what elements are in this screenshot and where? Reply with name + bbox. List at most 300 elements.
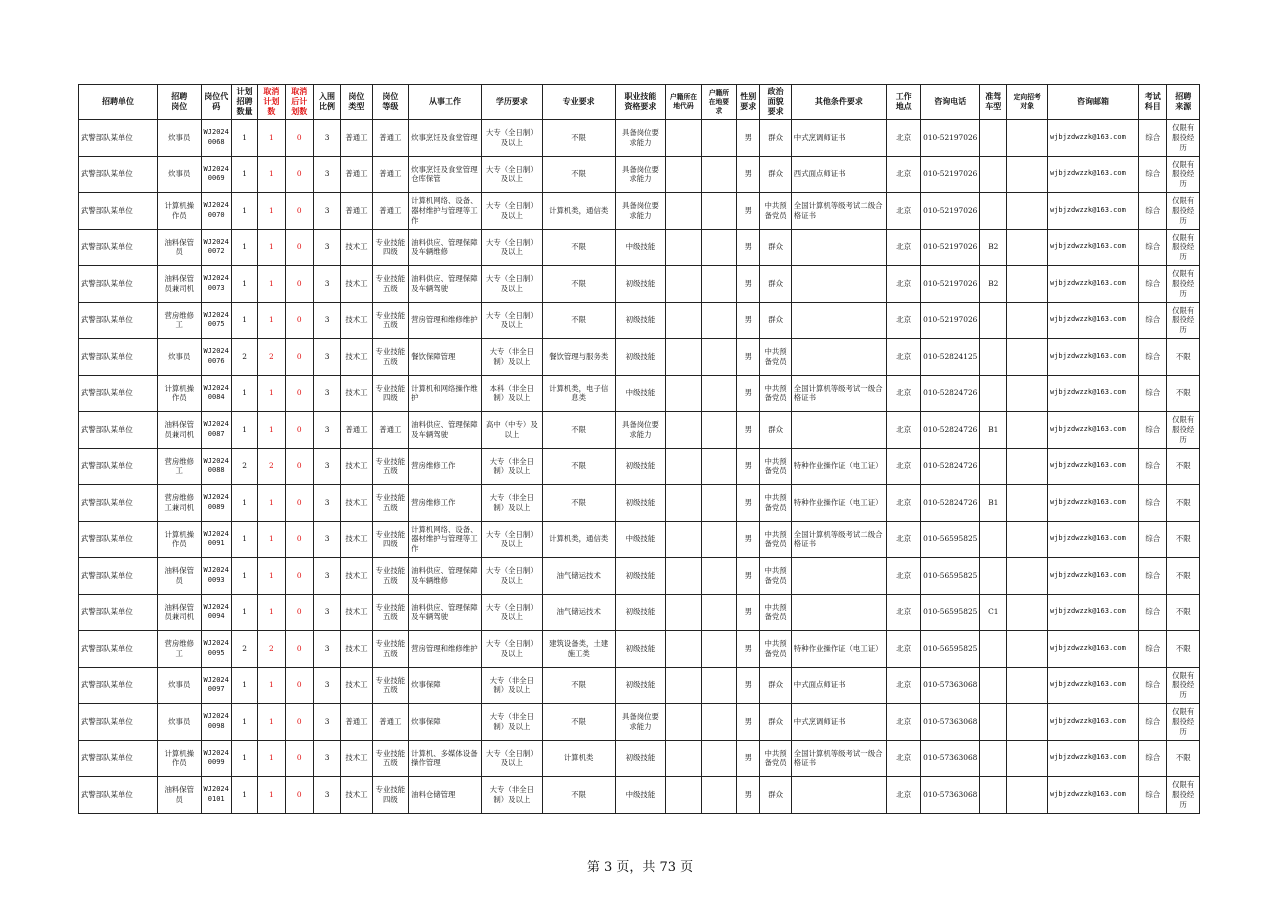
cell-education: 大专（非全日 制）及以上 bbox=[481, 667, 542, 704]
cell-household-requirement bbox=[701, 156, 736, 193]
cell-household-requirement bbox=[701, 412, 736, 449]
cell-phone: 010-52824726 bbox=[921, 448, 980, 485]
cell-skill-qualification: 初级技能 bbox=[615, 339, 666, 376]
cell-position-code: WJ2024 0073 bbox=[201, 266, 231, 303]
recruitment-table bbox=[78, 84, 1200, 814]
cell-education: 大专（全日制） 及以上 bbox=[481, 229, 542, 266]
cell-remaining-count: 0 bbox=[285, 521, 313, 558]
cell-political-status: 群众 bbox=[760, 302, 791, 339]
cell-position-code: WJ2024 0089 bbox=[201, 485, 231, 522]
cell-targeted-group bbox=[1007, 521, 1048, 558]
cell-email: wjbjzdwzzk@163.com bbox=[1047, 412, 1138, 449]
cell-remaining-count: 0 bbox=[285, 302, 313, 339]
cell-position-code: WJ2024 0099 bbox=[201, 740, 231, 777]
cell-political-status: 中共预 备党员 bbox=[760, 193, 791, 230]
cell-skill-qualification: 具备岗位要 求能力 bbox=[615, 156, 666, 193]
cell-remaining-count: 0 bbox=[285, 704, 313, 741]
cell-position: 营房维修 工 bbox=[157, 302, 201, 339]
cell-recruit-source: 仅限有 服役经 历 bbox=[1167, 229, 1200, 266]
header-work-content: 从事工作 bbox=[409, 85, 482, 120]
cell-household-code bbox=[666, 229, 701, 266]
table-row bbox=[79, 229, 1200, 266]
cell-exam-subject: 综合 bbox=[1139, 704, 1167, 741]
cell-work-location: 北京 bbox=[886, 339, 920, 376]
cell-work-content: 计算机网络、设备、器材维护与管理等工作 bbox=[409, 193, 482, 230]
cell-email: wjbjzdwzzk@163.com bbox=[1047, 740, 1138, 777]
cell-unit: 武警部队某单位 bbox=[79, 704, 158, 741]
cell-position-type: 技术工 bbox=[341, 229, 372, 266]
cell-cancelled-count: 2 bbox=[258, 448, 285, 485]
cell-position-code: WJ2024 0075 bbox=[201, 302, 231, 339]
cell-shortlist-ratio: 3 bbox=[313, 704, 340, 741]
cell-targeted-group bbox=[1007, 375, 1048, 412]
cell-remaining-count: 0 bbox=[285, 412, 313, 449]
cell-email: wjbjzdwzzk@163.com bbox=[1047, 485, 1138, 522]
table-row bbox=[79, 339, 1200, 376]
cell-skill-qualification: 初级技能 bbox=[615, 302, 666, 339]
cell-email: wjbjzdwzzk@163.com bbox=[1047, 558, 1138, 595]
cell-planned-count: 1 bbox=[231, 740, 257, 777]
cell-phone: 010-56595825 bbox=[921, 558, 980, 595]
table-row bbox=[79, 740, 1200, 777]
cell-work-content: 营房维修工作 bbox=[409, 448, 482, 485]
cell-household-requirement bbox=[701, 740, 736, 777]
cell-position: 营房维修 工 bbox=[157, 448, 201, 485]
cell-remaining-count: 0 bbox=[285, 375, 313, 412]
cell-exam-subject: 综合 bbox=[1139, 193, 1167, 230]
cell-other-conditions bbox=[791, 594, 886, 631]
cell-planned-count: 1 bbox=[231, 667, 257, 704]
cell-position-type: 技术工 bbox=[341, 740, 372, 777]
cell-household-requirement bbox=[701, 375, 736, 412]
cell-phone: 010-52197026 bbox=[921, 120, 980, 157]
cell-targeted-group bbox=[1007, 120, 1048, 157]
cell-planned-count: 1 bbox=[231, 558, 257, 595]
cell-remaining-count: 0 bbox=[285, 266, 313, 303]
cell-education: 大专（非全日 制）及以上 bbox=[481, 448, 542, 485]
cell-shortlist-ratio: 3 bbox=[313, 120, 340, 157]
cell-position-type: 技术工 bbox=[341, 266, 372, 303]
cell-skill-qualification: 具备岗位要 求能力 bbox=[615, 704, 666, 741]
cell-gender: 男 bbox=[737, 412, 760, 449]
cell-household-code bbox=[666, 302, 701, 339]
cell-household-code bbox=[666, 156, 701, 193]
cell-position-code: WJ2024 0094 bbox=[201, 594, 231, 631]
cell-position-code: WJ2024 0097 bbox=[201, 667, 231, 704]
cell-recruit-source: 不限 bbox=[1167, 558, 1200, 595]
cell-recruit-source: 仅限有 服役经 历 bbox=[1167, 704, 1200, 741]
cell-targeted-group bbox=[1007, 777, 1048, 814]
cell-position-type: 技术工 bbox=[341, 667, 372, 704]
cell-position: 计算机操 作员 bbox=[157, 375, 201, 412]
cell-position-type: 技术工 bbox=[341, 631, 372, 668]
cell-shortlist-ratio: 3 bbox=[313, 777, 340, 814]
cell-position-level: 专业技能 四级 bbox=[372, 229, 408, 266]
cell-targeted-group bbox=[1007, 302, 1048, 339]
cell-phone: 010-56595825 bbox=[921, 631, 980, 668]
cell-skill-qualification: 初级技能 bbox=[615, 558, 666, 595]
cell-work-location: 北京 bbox=[886, 448, 920, 485]
cell-work-location: 北京 bbox=[886, 302, 920, 339]
cell-work-content: 炊事烹饪及食堂管理 bbox=[409, 120, 482, 157]
header-position-type: 岗位 类型 bbox=[341, 85, 372, 120]
header-remaining-count: 取消 后计 划数 bbox=[285, 85, 313, 120]
cell-gender: 男 bbox=[737, 521, 760, 558]
cell-household-requirement bbox=[701, 667, 736, 704]
cell-shortlist-ratio: 3 bbox=[313, 521, 340, 558]
cell-skill-qualification: 初级技能 bbox=[615, 667, 666, 704]
cell-cancelled-count: 1 bbox=[258, 120, 285, 157]
cell-work-content: 营房管理和维修维护 bbox=[409, 631, 482, 668]
cell-major: 不限 bbox=[542, 448, 615, 485]
cell-education: 大专（非全日 制）及以上 bbox=[481, 704, 542, 741]
cell-cancelled-count: 1 bbox=[258, 740, 285, 777]
cell-cancelled-count: 1 bbox=[258, 667, 285, 704]
cell-work-content: 营房管理和维修维护 bbox=[409, 302, 482, 339]
cell-skill-qualification: 中级技能 bbox=[615, 229, 666, 266]
cell-targeted-group bbox=[1007, 229, 1048, 266]
cell-political-status: 中共预 备党员 bbox=[760, 485, 791, 522]
cell-planned-count: 1 bbox=[231, 594, 257, 631]
cell-work-content: 油料供应、管理保障及车辆驾驶 bbox=[409, 594, 482, 631]
cell-email: wjbjzdwzzk@163.com bbox=[1047, 229, 1138, 266]
cell-planned-count: 1 bbox=[231, 521, 257, 558]
cell-remaining-count: 0 bbox=[285, 558, 313, 595]
header-skill-qualification: 职业技能 资格要求 bbox=[615, 85, 666, 120]
cell-other-conditions bbox=[791, 266, 886, 303]
cell-remaining-count: 0 bbox=[285, 485, 313, 522]
cell-targeted-group bbox=[1007, 631, 1048, 668]
cell-work-content: 油料供应、管理保障及车辆维修 bbox=[409, 558, 482, 595]
cell-work-content: 油料供应、管理保障及车辆驾驶 bbox=[409, 266, 482, 303]
cell-email: wjbjzdwzzk@163.com bbox=[1047, 594, 1138, 631]
cell-phone: 010-56595825 bbox=[921, 594, 980, 631]
cell-other-conditions: 特种作业操作证（电工证） bbox=[791, 631, 886, 668]
cell-work-content: 炊事保障 bbox=[409, 667, 482, 704]
cell-phone: 010-52197026 bbox=[921, 156, 980, 193]
header-planned-count: 计划 招聘 数量 bbox=[231, 85, 257, 120]
cell-email: wjbjzdwzzk@163.com bbox=[1047, 667, 1138, 704]
table-row bbox=[79, 302, 1200, 339]
cell-remaining-count: 0 bbox=[285, 740, 313, 777]
cell-exam-subject: 综合 bbox=[1139, 120, 1167, 157]
cell-email: wjbjzdwzzk@163.com bbox=[1047, 631, 1138, 668]
cell-exam-subject: 综合 bbox=[1139, 740, 1167, 777]
table-row bbox=[79, 631, 1200, 668]
cell-recruit-source: 不限 bbox=[1167, 375, 1200, 412]
cell-cancelled-count: 1 bbox=[258, 704, 285, 741]
cell-unit: 武警部队某单位 bbox=[79, 777, 158, 814]
cell-remaining-count: 0 bbox=[285, 448, 313, 485]
cell-gender: 男 bbox=[737, 302, 760, 339]
cell-position: 炊事员 bbox=[157, 156, 201, 193]
cell-work-location: 北京 bbox=[886, 412, 920, 449]
cell-position-code: WJ2024 0093 bbox=[201, 558, 231, 595]
cell-other-conditions bbox=[791, 302, 886, 339]
cell-exam-subject: 综合 bbox=[1139, 485, 1167, 522]
cell-major: 计算机类 bbox=[542, 740, 615, 777]
cell-other-conditions: 全国计算机等级考试二级合格证书 bbox=[791, 521, 886, 558]
table-row bbox=[79, 120, 1200, 157]
cell-unit: 武警部队某单位 bbox=[79, 412, 158, 449]
cell-gender: 男 bbox=[737, 558, 760, 595]
cell-phone: 010-52824726 bbox=[921, 412, 980, 449]
table-body bbox=[79, 120, 1200, 814]
cell-unit: 武警部队某单位 bbox=[79, 521, 158, 558]
cell-unit: 武警部队某单位 bbox=[79, 193, 158, 230]
cell-exam-subject: 综合 bbox=[1139, 521, 1167, 558]
cell-household-code bbox=[666, 375, 701, 412]
cell-shortlist-ratio: 3 bbox=[313, 193, 340, 230]
cell-recruit-source: 仅限有 服役经 历 bbox=[1167, 667, 1200, 704]
cell-education: 大专（非全日 制）及以上 bbox=[481, 339, 542, 376]
cell-unit: 武警部队某单位 bbox=[79, 302, 158, 339]
cell-gender: 男 bbox=[737, 485, 760, 522]
cell-other-conditions: 全国计算机等级考试一级合格证书 bbox=[791, 375, 886, 412]
cell-unit: 武警部队某单位 bbox=[79, 448, 158, 485]
header-cancelled-count: 取消 计划 数 bbox=[258, 85, 285, 120]
cell-education: 本科（非全日 制）及以上 bbox=[481, 375, 542, 412]
cell-license-type: B2 bbox=[980, 229, 1007, 266]
cell-exam-subject: 综合 bbox=[1139, 229, 1167, 266]
table-row bbox=[79, 156, 1200, 193]
table-header-row bbox=[79, 85, 1200, 120]
cell-exam-subject: 综合 bbox=[1139, 412, 1167, 449]
header-position-code: 岗位代 码 bbox=[201, 85, 231, 120]
cell-remaining-count: 0 bbox=[285, 339, 313, 376]
cell-household-requirement bbox=[701, 704, 736, 741]
cell-gender: 男 bbox=[737, 156, 760, 193]
cell-exam-subject: 综合 bbox=[1139, 448, 1167, 485]
recruitment-table-sheet bbox=[78, 84, 1200, 814]
cell-political-status: 群众 bbox=[760, 777, 791, 814]
cell-gender: 男 bbox=[737, 667, 760, 704]
cell-skill-qualification: 具备岗位要 求能力 bbox=[615, 120, 666, 157]
cell-position: 计算机操 作员 bbox=[157, 521, 201, 558]
cell-household-code bbox=[666, 558, 701, 595]
cell-targeted-group bbox=[1007, 667, 1048, 704]
cell-skill-qualification: 中级技能 bbox=[615, 375, 666, 412]
cell-planned-count: 1 bbox=[231, 156, 257, 193]
header-targeted-group: 定向招考 对象 bbox=[1007, 85, 1048, 120]
cell-education: 大专（全日制） 及以上 bbox=[481, 266, 542, 303]
cell-work-location: 北京 bbox=[886, 667, 920, 704]
cell-gender: 男 bbox=[737, 375, 760, 412]
cell-shortlist-ratio: 3 bbox=[313, 485, 340, 522]
cell-shortlist-ratio: 3 bbox=[313, 594, 340, 631]
cell-major: 不限 bbox=[542, 266, 615, 303]
cell-work-location: 北京 bbox=[886, 704, 920, 741]
cell-household-code bbox=[666, 777, 701, 814]
cell-political-status: 中共预 备党员 bbox=[760, 448, 791, 485]
cell-cancelled-count: 1 bbox=[258, 521, 285, 558]
cell-position-code: WJ2024 0069 bbox=[201, 156, 231, 193]
table-row bbox=[79, 266, 1200, 303]
cell-recruit-source: 不限 bbox=[1167, 448, 1200, 485]
cell-email: wjbjzdwzzk@163.com bbox=[1047, 339, 1138, 376]
cell-work-location: 北京 bbox=[886, 594, 920, 631]
cell-cancelled-count: 2 bbox=[258, 631, 285, 668]
cell-other-conditions bbox=[791, 777, 886, 814]
cell-position-type: 技术工 bbox=[341, 302, 372, 339]
cell-exam-subject: 综合 bbox=[1139, 777, 1167, 814]
table-row bbox=[79, 558, 1200, 595]
cell-exam-subject: 综合 bbox=[1139, 266, 1167, 303]
cell-position: 炊事员 bbox=[157, 667, 201, 704]
cell-position-level: 专业技能 四级 bbox=[372, 521, 408, 558]
cell-work-location: 北京 bbox=[886, 375, 920, 412]
cell-major: 不限 bbox=[542, 120, 615, 157]
cell-position-level: 专业技能 五级 bbox=[372, 594, 408, 631]
cell-gender: 男 bbox=[737, 594, 760, 631]
cell-shortlist-ratio: 3 bbox=[313, 558, 340, 595]
cell-planned-count: 2 bbox=[231, 448, 257, 485]
cell-gender: 男 bbox=[737, 229, 760, 266]
cell-planned-count: 1 bbox=[231, 777, 257, 814]
header-household-requirement: 户籍所 在地要 求 bbox=[701, 85, 736, 120]
cell-other-conditions bbox=[791, 229, 886, 266]
cell-position-code: WJ2024 0095 bbox=[201, 631, 231, 668]
cell-targeted-group bbox=[1007, 704, 1048, 741]
cell-position-level: 普通工 bbox=[372, 193, 408, 230]
cell-phone: 010-52824125 bbox=[921, 339, 980, 376]
cell-license-type: B1 bbox=[980, 412, 1007, 449]
cell-position-code: WJ2024 0072 bbox=[201, 229, 231, 266]
cell-exam-subject: 综合 bbox=[1139, 302, 1167, 339]
cell-license-type bbox=[980, 448, 1007, 485]
cell-work-location: 北京 bbox=[886, 229, 920, 266]
cell-position-code: WJ2024 0068 bbox=[201, 120, 231, 157]
cell-targeted-group bbox=[1007, 156, 1048, 193]
cell-shortlist-ratio: 3 bbox=[313, 631, 340, 668]
cell-position-code: WJ2024 0087 bbox=[201, 412, 231, 449]
cell-position-level: 专业技能 五级 bbox=[372, 448, 408, 485]
cell-planned-count: 1 bbox=[231, 193, 257, 230]
cell-unit: 武警部队某单位 bbox=[79, 485, 158, 522]
cell-license-type bbox=[980, 777, 1007, 814]
cell-recruit-source: 仅限有 服役经 历 bbox=[1167, 156, 1200, 193]
cell-other-conditions bbox=[791, 339, 886, 376]
table-row bbox=[79, 521, 1200, 558]
cell-position-level: 专业技能 五级 bbox=[372, 631, 408, 668]
cell-remaining-count: 0 bbox=[285, 667, 313, 704]
cell-household-requirement bbox=[701, 229, 736, 266]
cell-phone: 010-52197026 bbox=[921, 229, 980, 266]
cell-unit: 武警部队某单位 bbox=[79, 631, 158, 668]
cell-other-conditions: 特种作业操作证（电工证） bbox=[791, 485, 886, 522]
cell-recruit-source: 仅限有 服役经 历 bbox=[1167, 193, 1200, 230]
cell-cancelled-count: 1 bbox=[258, 412, 285, 449]
cell-skill-qualification: 具备岗位要 求能力 bbox=[615, 412, 666, 449]
cell-cancelled-count: 1 bbox=[258, 266, 285, 303]
cell-education: 大专（全日制） 及以上 bbox=[481, 740, 542, 777]
cell-major: 油气储运技术 bbox=[542, 594, 615, 631]
cell-major: 不限 bbox=[542, 412, 615, 449]
cell-household-code bbox=[666, 339, 701, 376]
table-row bbox=[79, 485, 1200, 522]
cell-cancelled-count: 2 bbox=[258, 339, 285, 376]
cell-targeted-group bbox=[1007, 485, 1048, 522]
cell-phone: 010-52824726 bbox=[921, 375, 980, 412]
cell-major: 不限 bbox=[542, 777, 615, 814]
cell-unit: 武警部队某单位 bbox=[79, 229, 158, 266]
cell-skill-qualification: 初级技能 bbox=[615, 485, 666, 522]
header-major: 专业要求 bbox=[542, 85, 615, 120]
cell-exam-subject: 综合 bbox=[1139, 594, 1167, 631]
cell-remaining-count: 0 bbox=[285, 193, 313, 230]
cell-skill-qualification: 初级技能 bbox=[615, 631, 666, 668]
cell-political-status: 中共预 备党员 bbox=[760, 740, 791, 777]
cell-other-conditions: 西式面点师证书 bbox=[791, 156, 886, 193]
cell-recruit-source: 仅限有 服役经 历 bbox=[1167, 120, 1200, 157]
cell-position: 炊事员 bbox=[157, 120, 201, 157]
cell-political-status: 群众 bbox=[760, 266, 791, 303]
cell-position-type: 普通工 bbox=[341, 156, 372, 193]
cell-license-type bbox=[980, 339, 1007, 376]
cell-position-code: WJ2024 0088 bbox=[201, 448, 231, 485]
header-unit: 招聘单位 bbox=[79, 85, 158, 120]
cell-targeted-group bbox=[1007, 558, 1048, 595]
cell-major: 餐饮管理与服务类 bbox=[542, 339, 615, 376]
cell-work-location: 北京 bbox=[886, 193, 920, 230]
cell-household-requirement bbox=[701, 594, 736, 631]
cell-phone: 010-52197026 bbox=[921, 302, 980, 339]
cell-household-code bbox=[666, 266, 701, 303]
cell-major: 建筑设备类，土建 施工类 bbox=[542, 631, 615, 668]
cell-email: wjbjzdwzzk@163.com bbox=[1047, 704, 1138, 741]
cell-education: 大专（全日制） 及以上 bbox=[481, 120, 542, 157]
cell-household-code bbox=[666, 740, 701, 777]
cell-license-type bbox=[980, 156, 1007, 193]
cell-targeted-group bbox=[1007, 740, 1048, 777]
cell-major: 油气储运技术 bbox=[542, 558, 615, 595]
cell-exam-subject: 综合 bbox=[1139, 631, 1167, 668]
cell-recruit-source: 不限 bbox=[1167, 594, 1200, 631]
cell-major: 不限 bbox=[542, 485, 615, 522]
cell-other-conditions: 全国计算机等级考试二级合格证书 bbox=[791, 193, 886, 230]
cell-recruit-source: 仅限有 服役经 历 bbox=[1167, 412, 1200, 449]
cell-shortlist-ratio: 3 bbox=[313, 740, 340, 777]
cell-household-requirement bbox=[701, 302, 736, 339]
cell-cancelled-count: 1 bbox=[258, 485, 285, 522]
cell-position-code: WJ2024 0101 bbox=[201, 777, 231, 814]
header-recruit-source: 招聘 来源 bbox=[1167, 85, 1200, 120]
cell-phone: 010-56595825 bbox=[921, 521, 980, 558]
cell-position-type: 普通工 bbox=[341, 120, 372, 157]
cell-position: 油料保管 员兼司机 bbox=[157, 412, 201, 449]
cell-gender: 男 bbox=[737, 339, 760, 376]
cell-targeted-group bbox=[1007, 412, 1048, 449]
cell-position-level: 普通工 bbox=[372, 412, 408, 449]
cell-work-location: 北京 bbox=[886, 740, 920, 777]
cell-position-level: 专业技能 五级 bbox=[372, 485, 408, 522]
cell-recruit-source: 仅限有 服役经 历 bbox=[1167, 302, 1200, 339]
cell-license-type: C1 bbox=[980, 594, 1007, 631]
cell-household-requirement bbox=[701, 120, 736, 157]
cell-shortlist-ratio: 3 bbox=[313, 375, 340, 412]
cell-political-status: 群众 bbox=[760, 156, 791, 193]
cell-political-status: 中共预 备党员 bbox=[760, 558, 791, 595]
header-position: 招聘 岗位 bbox=[157, 85, 201, 120]
cell-position: 油料保管 员 bbox=[157, 558, 201, 595]
cell-position-level: 普通工 bbox=[372, 156, 408, 193]
cell-license-type bbox=[980, 631, 1007, 668]
cell-skill-qualification: 初级技能 bbox=[615, 740, 666, 777]
cell-cancelled-count: 1 bbox=[258, 558, 285, 595]
cell-gender: 男 bbox=[737, 120, 760, 157]
cell-license-type bbox=[980, 120, 1007, 157]
cell-shortlist-ratio: 3 bbox=[313, 229, 340, 266]
